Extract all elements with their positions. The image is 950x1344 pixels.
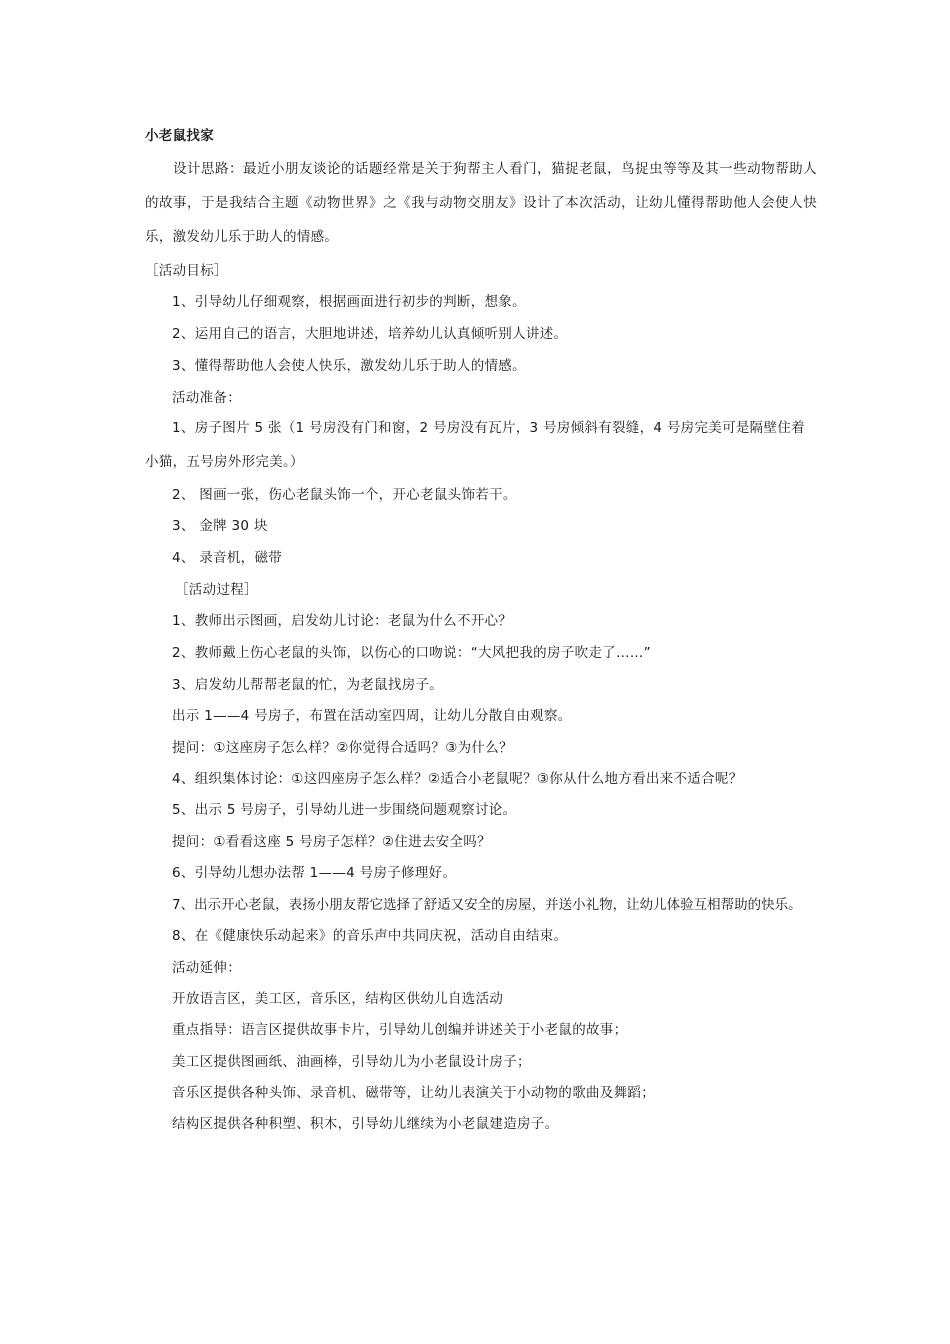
goal-item: 3、懂得帮助他人会使人快乐，激发幼儿乐于助人的情感。 (172, 358, 526, 374)
prep-item: 1、房子图片 5 张（1 号房没有门和窗，2 号房没有瓦片，3 号房倾斜有裂缝，4 号房完美可是隔壁住着 (172, 420, 805, 436)
goal-item: 2、运用自己的语言，大胆地讲述，培养幼儿认真倾听别人讲述。 (172, 326, 568, 342)
process-item: 提问：①看看这座 5 号房子怎样？②住进去安全吗？ (172, 834, 491, 850)
process-item: 提问：①这座房子怎么样？②你觉得合适吗？③为什么？ (172, 740, 513, 756)
prep-item: 2、 图画一张，伤心老鼠头饰一个，开心老鼠头饰若干。 (172, 487, 517, 503)
process-item: 1、教师出示图画，启发幼儿讨论：老鼠为什么不开心？ (172, 613, 513, 629)
process-item: 出示 1——4 号房子，布置在活动室四周，让幼儿分散自由观察。 (172, 708, 572, 724)
extension-item: 音乐区提供各种头饰、录音机、磁带等，让幼儿表演关于小动物的歌曲及舞蹈； (172, 1085, 655, 1101)
prep-item-continued: 小猫，五号房外形完美。） (145, 454, 304, 470)
goal-item: 1、引导幼儿仔细观察，根据画面进行初步的判断，想象。 (172, 294, 526, 310)
process-item: 4、组织集体讨论：①这四座房子怎么样？②适合小老鼠呢？③你从什么地方看出来不适合呢？ (172, 771, 743, 787)
extension-item: 美工区提供图画纸、油画棒，引导幼儿为小老鼠设计房子； (172, 1054, 531, 1070)
process-item: 5、出示 5 号房子，引导幼儿进一步围绕问题观察讨论。 (172, 802, 517, 818)
extension-item: 结构区提供各种积塑、积木，引导幼儿继续为小老鼠建造房子。 (172, 1116, 559, 1132)
process-heading: ［活动过程］ (175, 582, 258, 598)
prep-item: 3、 金牌 30 块 (172, 518, 268, 534)
extension-item: 重点指导：语言区提供故事卡片，引导幼儿创编并讲述关于小老鼠的故事； (172, 1022, 628, 1038)
process-item: 6、引导幼儿想办法帮 1——4 号房子修理好。 (172, 865, 457, 881)
design-idea-paragraph: 设计思路：最近小朋友谈论的话题经常是关于狗帮主人看门，猫捉老鼠，鸟捉虫等等及其一些动物帮助人的故事，于是我结合主题《动物世界》之《我与动物交朋友》设计了本次活动，让幼儿懂得帮助他人会使人快乐，激发幼儿乐于助人的情感。 (145, 161, 817, 245)
process-item: 7、出示开心老鼠，表扬小朋友帮它选择了舒适又安全的房屋，并送小礼物，让幼儿体验互相帮助的快乐。 (172, 897, 802, 913)
process-item: 8、在《健康快乐动起来》的音乐声中共同庆祝，活动自由结束。 (172, 928, 568, 944)
document-title: 小老鼠找家 (145, 128, 214, 144)
extension-item: 开放语言区，美工区，音乐区，结构区供幼儿自选活动 (172, 991, 504, 1007)
process-item: 3、启发幼儿帮帮老鼠的忙，为老鼠找房子。 (172, 677, 444, 693)
prep-heading: 活动准备： (172, 390, 241, 406)
extension-heading: 活动延伸： (172, 960, 241, 976)
process-item: 2、教师戴上伤心老鼠的头饰，以伤心的口吻说：“大风把我的房子吹走了……” (172, 645, 651, 661)
prep-item: 4、 录音机，磁带 (172, 550, 283, 566)
goals-heading: ［活动目标］ (145, 263, 228, 279)
